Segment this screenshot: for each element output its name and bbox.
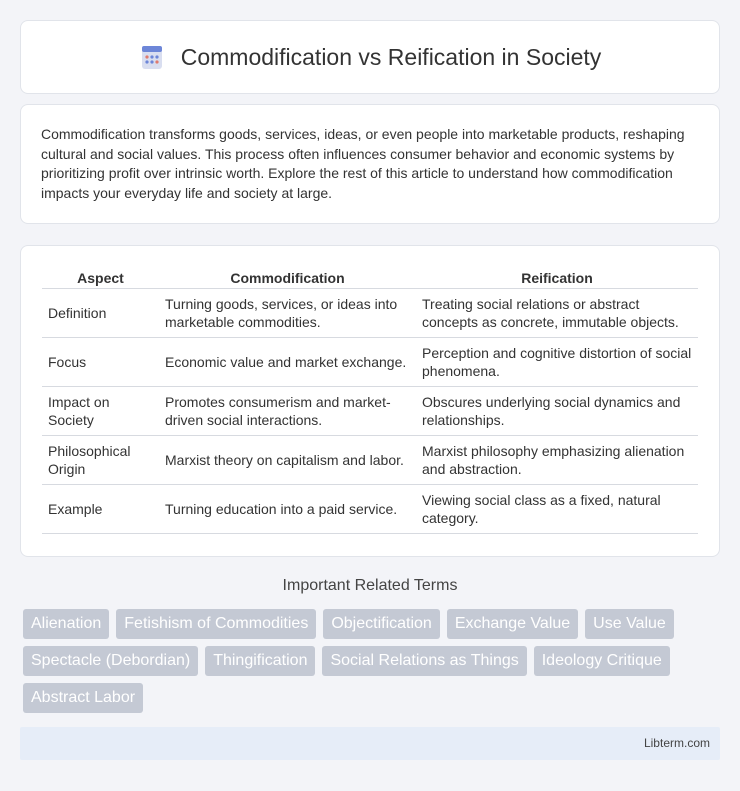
header-aspect: Aspect <box>42 266 159 289</box>
footer-site-link[interactable]: Libterm.com <box>643 736 710 750</box>
related-term-tag[interactable]: Spectacle (Debordian) <box>23 646 198 676</box>
header-commodification: Commodification <box>159 266 416 289</box>
intro-text: Commodification transforms goods, services, ideas, or even people into marketable products, reshaping cultural and social values. This process often influences consumer behavior and economic systems by prioritizing profit over intrinsic worth. Explore the rest of this article to understand how commodification impacts your everyday life and society at large. <box>41 126 685 201</box>
related-term-tag[interactable]: Abstract Labor <box>23 683 143 713</box>
row-aspect: Focus <box>42 338 159 387</box>
row-aspect: Definition <box>42 289 159 338</box>
related-terms-title: Important Related Terms <box>282 577 458 594</box>
table-row <box>42 387 698 436</box>
row-reification: Obscures underlying social dynamics and relationships. <box>416 387 698 436</box>
table-header-row <box>42 266 698 289</box>
related-term-tag[interactable]: Fetishism of Commodities <box>116 609 316 639</box>
table-row <box>42 289 698 338</box>
table-row <box>42 485 698 534</box>
row-reification: Perception and cognitive distortion of social phenomena. <box>416 338 698 387</box>
row-reification: Marxist philosophy emphasizing alienation and abstraction. <box>416 436 698 485</box>
row-commodification: Turning education into a paid service. <box>159 485 416 534</box>
row-aspect: Philosophical Origin <box>42 436 159 485</box>
page-title: Commodification vs Reification in Society <box>180 43 602 70</box>
related-term-tag[interactable]: Alienation <box>23 609 109 639</box>
related-term-tag[interactable]: Exchange Value <box>447 609 578 639</box>
intro-card <box>20 104 720 224</box>
related-term-tag[interactable]: Thingification <box>205 646 315 676</box>
row-commodification: Marxist theory on capitalism and labor. <box>159 436 416 485</box>
row-commodification: Turning goods, services, or ideas into marketable commodities. <box>159 289 416 338</box>
row-reification: Treating social relations or abstract concepts as concrete, immutable objects. <box>416 289 698 338</box>
related-term-tag[interactable]: Objectification <box>323 609 440 639</box>
comparison-table <box>42 266 698 534</box>
title-card <box>20 20 720 94</box>
related-term-tag[interactable]: Use Value <box>585 609 674 639</box>
row-reification: Viewing social class as a fixed, natural category. <box>416 485 698 534</box>
footer <box>20 727 720 760</box>
document-icon <box>139 44 165 70</box>
related-term-tag[interactable]: Social Relations as Things <box>322 646 526 676</box>
table-row <box>42 338 698 387</box>
related-term-tag[interactable]: Ideology Critique <box>534 646 670 676</box>
comparison-table-card <box>20 245 720 557</box>
related-terms-list <box>23 609 723 720</box>
header-reification: Reification <box>416 266 698 289</box>
row-aspect: Example <box>42 485 159 534</box>
row-commodification: Promotes consumerism and market-driven social interactions. <box>159 387 416 436</box>
table-row <box>42 436 698 485</box>
row-aspect: Impact on Society <box>42 387 159 436</box>
row-commodification: Economic value and market exchange. <box>159 338 416 387</box>
